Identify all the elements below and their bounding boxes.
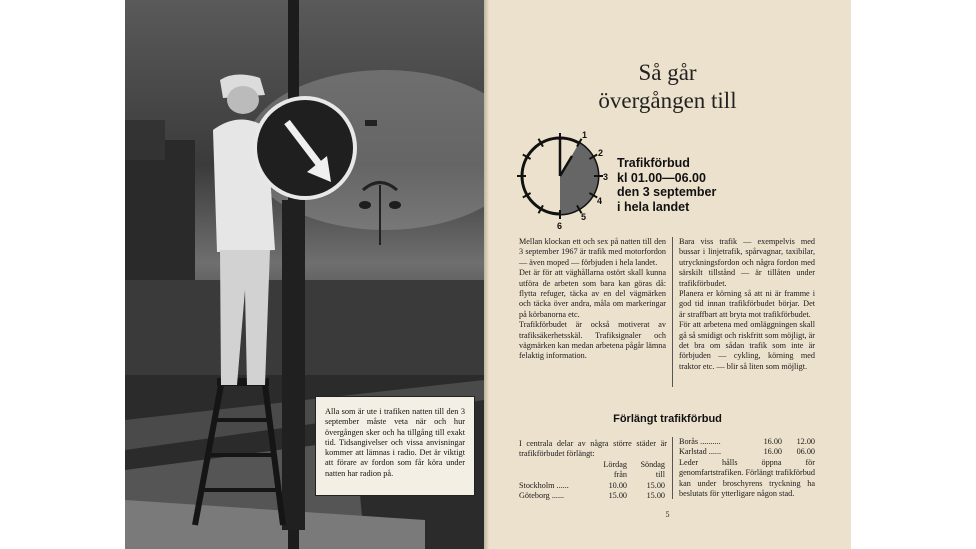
page-title-line2: övergången till (598, 88, 737, 113)
column-divider (672, 437, 673, 499)
traffic-ban-heading (617, 156, 716, 214)
city-times-table-right (679, 437, 815, 458)
column-divider (672, 237, 673, 387)
text-page (484, 0, 851, 549)
clock-label-2: 2 (598, 148, 604, 158)
table-row: Karlstad ...... 16.00 06.00 (679, 447, 815, 457)
page-title-line1: Så går (638, 60, 697, 85)
extended-left-column (519, 439, 667, 501)
clock-diagram (514, 130, 614, 230)
table-header-from: från (613, 470, 627, 480)
clock-label-3: 3 (603, 172, 609, 182)
detour-text: Leder hålls öppna för genomfartstrafiken. Förlängt trafikförbud kan under broschyrens tryckning ha beslutats för ytterligare någon stad. (679, 457, 815, 499)
table-header-to: till (655, 470, 665, 480)
book-gutter (484, 0, 489, 549)
ban-line4: i hela landet (617, 199, 690, 214)
clock-label-1: 1 (582, 130, 588, 140)
paragraph: Det är för att väghållarna ostört skall kunna utföra de arbeten som bara kan göras då: flytta refuger, täcka av en del vägmärken och täcka över andra, måla om markeringar på körbanorna etc. (519, 268, 666, 319)
ban-line2: kl 01.00—06.00 (617, 170, 706, 185)
photo-caption: Alla som är ute i trafiken natten till den 3 september måste veta när och hur övergången sker och ha tillgång till exakt tid. Tidsangivelser och vissa anvisningar kommer att lämnas i radio. Det är viktigt att förare av fordon som får köra under natten har radion på. (315, 396, 475, 496)
paragraph: Trafikförbudet är också motiverat av trafiksäkerhetsskäl. Trafiksignaler och vägmärken kan medan arbetena pågår lämna felaktig information. (519, 320, 666, 361)
paragraph: Mellan klockan ett och sex på natten till den 3 september 1967 är trafik med motorfordon — även moped — förbjuden i hela landet. (519, 237, 666, 267)
clock-label-5: 5 (581, 212, 587, 222)
ban-line1: Trafikförbud (617, 156, 690, 170)
extended-intro: I centrala delar av några större städer är trafikförbudet förlängt: (519, 439, 667, 459)
text-column-right (679, 237, 815, 372)
clock-label-6: 6 (557, 221, 563, 230)
city-times-table-left (519, 460, 665, 502)
ban-line3: den 3 september (617, 185, 717, 199)
page-number: 5 (665, 510, 670, 519)
table-header-saturday: Lördag (603, 459, 627, 469)
paragraph: Bara viss trafik — exempelvis med bussar i linjetrafik, spårvagnar, taxibilar, utryckningsfordon och några fordon med särskilt tillstånd — är tillåten under trafikförbudet. (679, 237, 815, 288)
paragraph: Planera er körning så att ni är framme i god tid innan trafikförbudet börjar. Det är straffbart att bryta mot trafikförbudet. (679, 289, 815, 319)
text-column-left (519, 237, 666, 362)
table-header-sunday: Söndag (640, 459, 665, 469)
table-row: Borås .......... 16.00 12.00 (679, 437, 815, 446)
extended-right-column (679, 437, 815, 499)
clock-label-4: 4 (597, 196, 603, 206)
table-row: Göteborg ...... 15.00 15.00 (519, 491, 665, 501)
paragraph: För att arbetena med omläggningen skall gå så smidigt och riskfritt som möjligt, är det bra om sådan trafik som inte är förbjuden — cykling, körning med traktor etc. — blir så liten som möjligt. (679, 320, 815, 371)
photo-page (125, 0, 484, 549)
extended-ban-title: Förlängt trafikförbud (613, 413, 722, 425)
table-row: Stockholm ...... 10.00 15.00 (519, 480, 665, 490)
